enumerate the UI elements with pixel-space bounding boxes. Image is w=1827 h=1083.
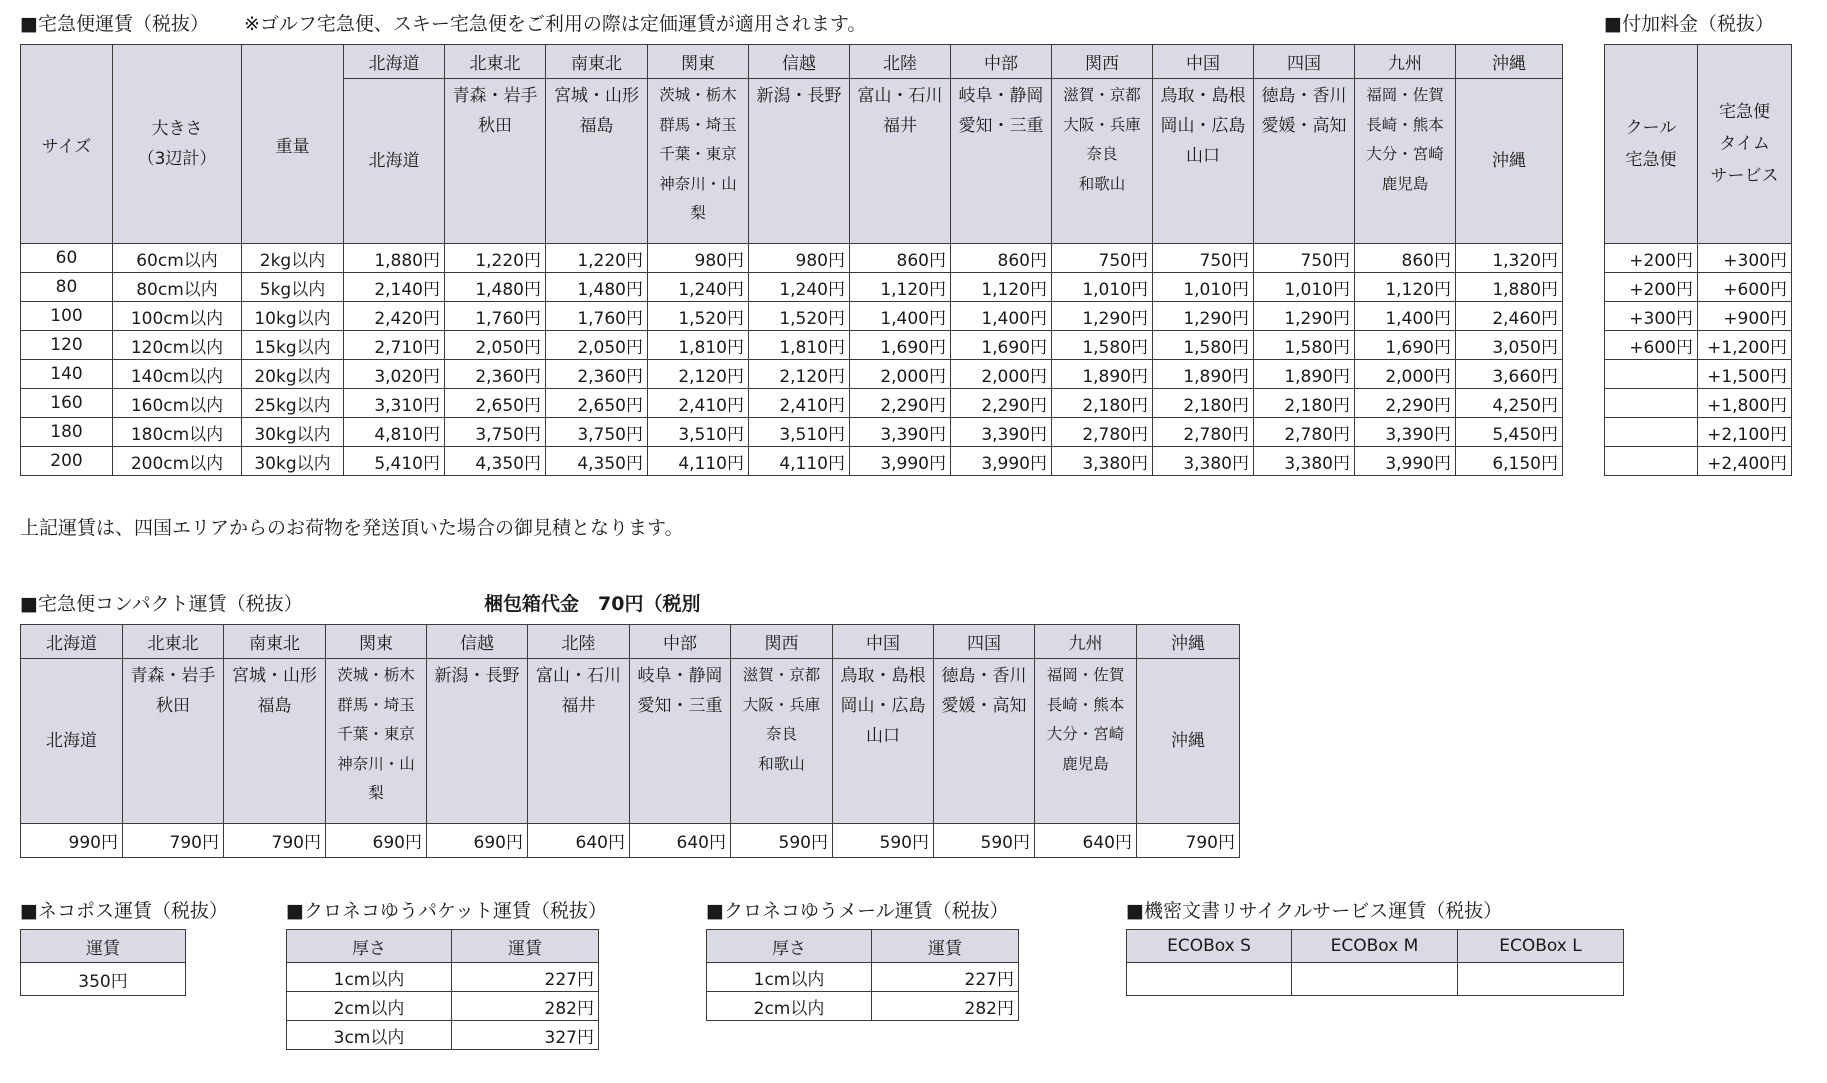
- nekopos-value: 350円: [21, 963, 186, 996]
- price-cell: 3,390円: [1355, 418, 1456, 447]
- region-header: 沖縄: [1456, 45, 1563, 79]
- table-row: [21, 418, 1563, 447]
- price-cell: 2,000円: [951, 360, 1052, 389]
- yumail-fare-cell: 282円: [872, 992, 1019, 1021]
- price-cell: 2,360円: [546, 360, 648, 389]
- region-header: 北海道: [344, 45, 445, 79]
- price-cell: 1,690円: [850, 331, 951, 360]
- dimension-cell: 160cm以内: [113, 389, 242, 418]
- compact-region-header: 南東北: [224, 625, 326, 659]
- price-cell: 2,050円: [546, 331, 648, 360]
- table-row: [21, 302, 1563, 331]
- region-header: 北東北: [445, 45, 546, 79]
- region-header: 中部: [951, 45, 1052, 79]
- time-service-surcharge-cell: +600円: [1698, 273, 1792, 302]
- price-cell: 3,510円: [749, 418, 850, 447]
- compact-title: ■宅急便コンパクト運賃（税抜）: [20, 593, 303, 615]
- yupacket-table: [286, 929, 599, 1050]
- price-cell: 1,760円: [445, 302, 546, 331]
- header-dimensions: 大きさ （3辺計）: [113, 45, 242, 244]
- size-cell: 60: [21, 244, 113, 273]
- nekopos-table: [20, 929, 186, 996]
- compact-price-cell: 640円: [630, 824, 731, 858]
- weight-cell: 5kg以内: [242, 273, 344, 302]
- compact-price-cell: 790円: [1137, 824, 1240, 858]
- weight-cell: 30kg以内: [242, 418, 344, 447]
- yumail-thickness-cell: 2cm以内: [707, 992, 872, 1021]
- price-cell: 1,890円: [1153, 360, 1254, 389]
- yupacket-thickness-cell: 3cm以内: [287, 1021, 452, 1050]
- table-row: [287, 1021, 599, 1050]
- header-time-service: 宅急便 タイム サービス: [1698, 45, 1792, 244]
- table-row: [1605, 273, 1792, 302]
- price-cell: 3,990円: [951, 447, 1052, 476]
- price-cell: 3,390円: [850, 418, 951, 447]
- time-service-surcharge-cell: +1,800円: [1698, 389, 1792, 418]
- size-cell: 140: [21, 360, 113, 389]
- compact-price-cell: 790円: [123, 824, 224, 858]
- header-weight: 重量: [242, 45, 344, 244]
- size-cell: 180: [21, 418, 113, 447]
- price-cell: 1,290円: [1254, 302, 1355, 331]
- price-cell: 1,880円: [1456, 273, 1563, 302]
- price-cell: 2,050円: [445, 331, 546, 360]
- surcharge-table: [1604, 44, 1792, 476]
- price-cell: 4,110円: [648, 447, 749, 476]
- compact-price-cell: 690円: [326, 824, 427, 858]
- price-cell: 1,890円: [1052, 360, 1153, 389]
- cool-surcharge-cell: +600円: [1605, 331, 1698, 360]
- price-cell: 5,410円: [344, 447, 445, 476]
- price-cell: 1,580円: [1254, 331, 1355, 360]
- region-prefectures: 沖縄: [1456, 79, 1563, 244]
- price-cell: 3,050円: [1456, 331, 1563, 360]
- recycle-value-s: [1127, 963, 1292, 996]
- region-prefectures: 岐阜・静岡 愛知・三重: [630, 659, 731, 824]
- price-cell: 2,000円: [1355, 360, 1456, 389]
- price-cell: 1,290円: [1153, 302, 1254, 331]
- price-cell: 3,990円: [850, 447, 951, 476]
- recycle-header-m: ECOBox M: [1292, 930, 1458, 963]
- price-cell: 2,650円: [546, 389, 648, 418]
- compact-region-header: 四国: [934, 625, 1035, 659]
- yumail-title: ■クロネコゆうメール運賃（税抜）: [706, 900, 1009, 922]
- table-row: [1605, 244, 1792, 273]
- price-cell: 2,180円: [1153, 389, 1254, 418]
- price-cell: 1,120円: [951, 273, 1052, 302]
- price-cell: 2,180円: [1254, 389, 1355, 418]
- price-cell: 3,660円: [1456, 360, 1563, 389]
- region-header: 九州: [1355, 45, 1456, 79]
- compact-price-cell: 590円: [833, 824, 934, 858]
- price-cell: 1,760円: [546, 302, 648, 331]
- table-row: [707, 992, 1019, 1021]
- price-cell: 2,410円: [749, 389, 850, 418]
- price-cell: 1,690円: [1355, 331, 1456, 360]
- price-cell: 1,810円: [648, 331, 749, 360]
- recycle-value-m: [1292, 963, 1458, 996]
- region-header: 信越: [749, 45, 850, 79]
- region-prefectures: 青森・岩手 秋田: [123, 659, 224, 824]
- size-cell: 100: [21, 302, 113, 331]
- time-service-surcharge-cell: +300円: [1698, 244, 1792, 273]
- compact-region-header: 中部: [630, 625, 731, 659]
- price-cell: 2,780円: [1052, 418, 1153, 447]
- price-cell: 2,290円: [850, 389, 951, 418]
- price-cell: 1,400円: [1355, 302, 1456, 331]
- table-row: [21, 447, 1563, 476]
- price-cell: 2,360円: [445, 360, 546, 389]
- region-prefectures: 北海道: [21, 659, 123, 824]
- price-cell: 750円: [1153, 244, 1254, 273]
- price-cell: 2,780円: [1153, 418, 1254, 447]
- compact-price-cell: 640円: [528, 824, 630, 858]
- table-row: [1605, 447, 1792, 476]
- compact-price-cell: 790円: [224, 824, 326, 858]
- price-cell: 2,180円: [1052, 389, 1153, 418]
- price-cell: 1,810円: [749, 331, 850, 360]
- time-service-surcharge-cell: +1,200円: [1698, 331, 1792, 360]
- compact-region-header: 関西: [731, 625, 833, 659]
- dimension-cell: 140cm以内: [113, 360, 242, 389]
- dimension-cell: 100cm以内: [113, 302, 242, 331]
- price-cell: 4,350円: [445, 447, 546, 476]
- price-cell: 1,520円: [749, 302, 850, 331]
- price-cell: 750円: [1052, 244, 1153, 273]
- size-cell: 200: [21, 447, 113, 476]
- price-cell: 1,240円: [648, 273, 749, 302]
- price-cell: 1,120円: [1355, 273, 1456, 302]
- recycle-value-l: [1458, 963, 1624, 996]
- price-cell: 3,990円: [1355, 447, 1456, 476]
- recycle-header-s: ECOBox S: [1127, 930, 1292, 963]
- size-cell: 160: [21, 389, 113, 418]
- region-prefectures: 新潟・長野: [749, 79, 850, 244]
- price-cell: 2,420円: [344, 302, 445, 331]
- table-row: [21, 389, 1563, 418]
- compact-region-header: 北東北: [123, 625, 224, 659]
- size-cell: 80: [21, 273, 113, 302]
- cool-surcharge-cell: [1605, 418, 1698, 447]
- compact-region-header: 北海道: [21, 625, 123, 659]
- cool-surcharge-cell: [1605, 389, 1698, 418]
- time-service-surcharge-cell: +2,100円: [1698, 418, 1792, 447]
- price-cell: 6,150円: [1456, 447, 1563, 476]
- price-cell: 2,650円: [445, 389, 546, 418]
- price-cell: 3,380円: [1153, 447, 1254, 476]
- main-footnote: 上記運賃は、四国エリアからのお荷物を発送頂いた場合の御見積となります。: [20, 517, 684, 539]
- cool-surcharge-cell: +200円: [1605, 273, 1698, 302]
- time-service-surcharge-cell: +2,400円: [1698, 447, 1792, 476]
- surcharge-title: ■付加料金（税抜）: [1604, 13, 1774, 35]
- yumail-table: [706, 929, 1019, 1021]
- region-prefectures: 福岡・佐賀 長崎・熊本 大分・宮崎 鹿児島: [1035, 659, 1137, 824]
- region-header: 中国: [1153, 45, 1254, 79]
- region-prefectures: 岐阜・静岡 愛知・三重: [951, 79, 1052, 244]
- nekopos-header: 運賃: [21, 930, 186, 963]
- time-service-surcharge-cell: +1,500円: [1698, 360, 1792, 389]
- compact-region-header: 中国: [833, 625, 934, 659]
- price-cell: 2,120円: [749, 360, 850, 389]
- table-row: [1605, 302, 1792, 331]
- price-cell: 1,010円: [1052, 273, 1153, 302]
- header-size: サイズ: [21, 45, 113, 244]
- price-cell: 2,290円: [951, 389, 1052, 418]
- dimension-cell: 120cm以内: [113, 331, 242, 360]
- price-cell: 4,350円: [546, 447, 648, 476]
- dimension-cell: 80cm以内: [113, 273, 242, 302]
- price-cell: 2,000円: [850, 360, 951, 389]
- table-row: [21, 273, 1563, 302]
- price-cell: 2,140円: [344, 273, 445, 302]
- table-row: [1605, 360, 1792, 389]
- price-cell: 750円: [1254, 244, 1355, 273]
- price-cell: 3,310円: [344, 389, 445, 418]
- price-cell: 1,010円: [1254, 273, 1355, 302]
- region-header: 関東: [648, 45, 749, 79]
- price-cell: 3,020円: [344, 360, 445, 389]
- price-cell: 1,120円: [850, 273, 951, 302]
- cool-surcharge-cell: +200円: [1605, 244, 1698, 273]
- yumail-thickness-cell: 1cm以内: [707, 963, 872, 992]
- region-prefectures: 茨城・栃木 群馬・埼玉 千葉・東京 神奈川・山梨: [648, 79, 749, 244]
- price-cell: 1,890円: [1254, 360, 1355, 389]
- dimension-cell: 60cm以内: [113, 244, 242, 273]
- header-cool: クール 宅急便: [1605, 45, 1698, 244]
- dimension-cell: 200cm以内: [113, 447, 242, 476]
- compact-region-header: 北陸: [528, 625, 630, 659]
- main-note: ※ゴルフ宅急便、スキー宅急便をご利用の際は定価運賃が適用されます。: [244, 13, 867, 35]
- compact-price-cell: 990円: [21, 824, 123, 858]
- size-cell: 120: [21, 331, 113, 360]
- region-header: 四国: [1254, 45, 1355, 79]
- weight-cell: 10kg以内: [242, 302, 344, 331]
- price-cell: 4,810円: [344, 418, 445, 447]
- price-cell: 2,410円: [648, 389, 749, 418]
- price-cell: 860円: [1355, 244, 1456, 273]
- price-cell: 1,290円: [1052, 302, 1153, 331]
- region-header: 南東北: [546, 45, 648, 79]
- table-row: [21, 244, 1563, 273]
- recycle-header-l: ECOBox L: [1458, 930, 1624, 963]
- table-row: [1605, 418, 1792, 447]
- main-title: ■宅急便運賃（税抜）: [20, 13, 209, 35]
- yupacket-thickness-cell: 2cm以内: [287, 992, 452, 1021]
- table-row: [1605, 389, 1792, 418]
- region-header: 北陸: [850, 45, 951, 79]
- yupacket-thickness-cell: 1cm以内: [287, 963, 452, 992]
- region-prefectures: 青森・岩手 秋田: [445, 79, 546, 244]
- price-cell: 3,750円: [445, 418, 546, 447]
- region-prefectures: 沖縄: [1137, 659, 1240, 824]
- region-prefectures: 徳島・香川 愛媛・高知: [934, 659, 1035, 824]
- table-row: [707, 963, 1019, 992]
- region-prefectures: 富山・石川 福井: [850, 79, 951, 244]
- table-row: [21, 360, 1563, 389]
- region-prefectures: 滋賀・京都 大阪・兵庫 奈良 和歌山: [731, 659, 833, 824]
- price-cell: 1,690円: [951, 331, 1052, 360]
- region-prefectures: 新潟・長野: [427, 659, 528, 824]
- price-cell: 1,010円: [1153, 273, 1254, 302]
- price-cell: 4,250円: [1456, 389, 1563, 418]
- price-cell: 980円: [749, 244, 850, 273]
- region-prefectures: 富山・石川 福井: [528, 659, 630, 824]
- price-cell: 1,400円: [850, 302, 951, 331]
- cool-surcharge-cell: [1605, 360, 1698, 389]
- compact-rate-table: [20, 624, 1240, 858]
- compact-price-cell: 590円: [731, 824, 833, 858]
- recycle-title: ■機密文書リサイクルサービス運賃（税抜）: [1126, 900, 1503, 922]
- price-cell: 860円: [850, 244, 951, 273]
- price-cell: 3,380円: [1254, 447, 1355, 476]
- region-prefectures: 宮城・山形 福島: [224, 659, 326, 824]
- yupacket-fare-cell: 327円: [452, 1021, 599, 1050]
- table-row: [21, 331, 1563, 360]
- box-fee: 梱包箱代金 70円（税別: [484, 593, 701, 615]
- price-cell: 4,110円: [749, 447, 850, 476]
- price-cell: 3,390円: [951, 418, 1052, 447]
- price-cell: 1,480円: [546, 273, 648, 302]
- compact-region-header: 沖縄: [1137, 625, 1240, 659]
- yupacket-fare-cell: 227円: [452, 963, 599, 992]
- price-cell: 1,220円: [546, 244, 648, 273]
- price-cell: 1,400円: [951, 302, 1052, 331]
- price-cell: 2,290円: [1355, 389, 1456, 418]
- dimension-cell: 180cm以内: [113, 418, 242, 447]
- yumail-fare-cell: 227円: [872, 963, 1019, 992]
- table-row: [1605, 331, 1792, 360]
- yupacket-header-thickness: 厚さ: [287, 930, 452, 963]
- price-cell: 1,520円: [648, 302, 749, 331]
- price-cell: 3,380円: [1052, 447, 1153, 476]
- compact-region-header: 信越: [427, 625, 528, 659]
- yumail-header-thickness: 厚さ: [707, 930, 872, 963]
- compact-price-cell: 690円: [427, 824, 528, 858]
- price-cell: 3,510円: [648, 418, 749, 447]
- compact-price-cell: 590円: [934, 824, 1035, 858]
- yumail-header-fare: 運賃: [872, 930, 1019, 963]
- price-cell: 3,750円: [546, 418, 648, 447]
- table-row: [287, 992, 599, 1021]
- region-header: 関西: [1052, 45, 1153, 79]
- region-prefectures: 福岡・佐賀 長崎・熊本 大分・宮崎 鹿児島: [1355, 79, 1456, 244]
- yupacket-fare-cell: 282円: [452, 992, 599, 1021]
- recycle-table: [1126, 929, 1624, 996]
- region-prefectures: 茨城・栃木 群馬・埼玉 千葉・東京 神奈川・山梨: [326, 659, 427, 824]
- cool-surcharge-cell: [1605, 447, 1698, 476]
- weight-cell: 30kg以内: [242, 447, 344, 476]
- price-cell: 1,480円: [445, 273, 546, 302]
- price-cell: 2,780円: [1254, 418, 1355, 447]
- price-cell: 2,120円: [648, 360, 749, 389]
- price-cell: 1,880円: [344, 244, 445, 273]
- region-prefectures: 徳島・香川 愛媛・高知: [1254, 79, 1355, 244]
- compact-region-header: 関東: [326, 625, 427, 659]
- cool-surcharge-cell: +300円: [1605, 302, 1698, 331]
- region-prefectures: 北海道: [344, 79, 445, 244]
- region-prefectures: 鳥取・島根 岡山・広島 山口: [833, 659, 934, 824]
- weight-cell: 25kg以内: [242, 389, 344, 418]
- yupacket-title: ■クロネコゆうパケット運賃（税抜）: [286, 900, 608, 922]
- region-prefectures: 宮城・山形 福島: [546, 79, 648, 244]
- price-cell: 1,320円: [1456, 244, 1563, 273]
- price-cell: 2,460円: [1456, 302, 1563, 331]
- weight-cell: 15kg以内: [242, 331, 344, 360]
- region-prefectures: 滋賀・京都 大阪・兵庫 奈良 和歌山: [1052, 79, 1153, 244]
- table-row: [287, 963, 599, 992]
- region-prefectures: 鳥取・島根 岡山・広島 山口: [1153, 79, 1254, 244]
- main-rate-table: [20, 44, 1563, 476]
- price-cell: 1,580円: [1052, 331, 1153, 360]
- price-cell: 1,580円: [1153, 331, 1254, 360]
- weight-cell: 2kg以内: [242, 244, 344, 273]
- yupacket-header-fare: 運賃: [452, 930, 599, 963]
- price-cell: 980円: [648, 244, 749, 273]
- price-cell: 1,240円: [749, 273, 850, 302]
- compact-price-cell: 640円: [1035, 824, 1137, 858]
- price-cell: 2,710円: [344, 331, 445, 360]
- price-cell: 860円: [951, 244, 1052, 273]
- price-cell: 1,220円: [445, 244, 546, 273]
- compact-region-header: 九州: [1035, 625, 1137, 659]
- price-cell: 5,450円: [1456, 418, 1563, 447]
- nekopos-title: ■ネコポス運賃（税抜）: [20, 900, 228, 922]
- weight-cell: 20kg以内: [242, 360, 344, 389]
- time-service-surcharge-cell: +900円: [1698, 302, 1792, 331]
